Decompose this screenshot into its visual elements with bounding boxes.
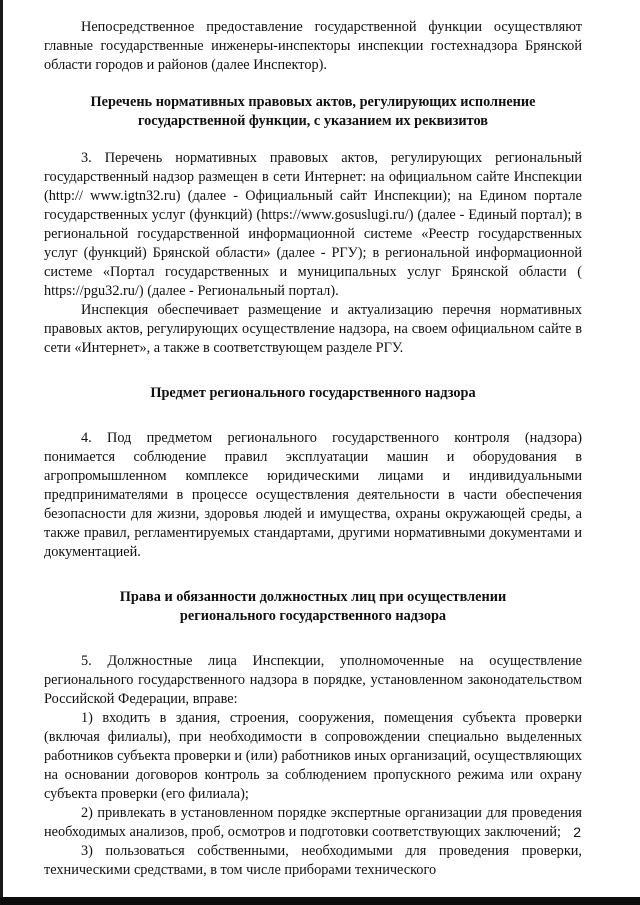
- paragraph-5-item-1: 1) входить в здания, строения, сооружения, помещения субъекта проверки (включая филиалы), при необходимости в сопровождении специально выделенных работников субъекта проверки и (или) работников иных организаций, осуществляющих на основании договоров контроль за соблюдением пропускного режима или охрану субъекта проверки (его филиала);: [44, 710, 582, 802]
- page-number: 2: [573, 824, 581, 840]
- page-left-edge: [0, 0, 3, 905]
- intro-paragraph: Непосредственное предоставление государственной функции осуществляют главные государственные инженеры-инспекторы инспекции гостехнадзора Брянской области городов и районов (далее Инспектор).: [44, 19, 582, 73]
- section-heading-rights: Права и обязанности должностных лиц при осуществлении регионального государственного надзора: [119, 589, 507, 624]
- paragraph-5-item-3: 3) пользоваться собственными, необходимыми для проведения проверки, техническими средствами, в том числе приборами технического: [44, 843, 582, 878]
- paragraph-5-item-2: 2) привлекать в установленном порядке экспертные организации для проведения необходимых анализов, проб, осмотров и подготовки соответствующих заключений;: [44, 805, 582, 840]
- paragraph-3: 3. Перечень нормативных правовых актов, регулирующих региональный государственный надзор размещен в сети Интернет: на официальном сайте Инспекции (http:// www.igtn32.ru) (далее - Официальный сайт Инспекции); на Едином портале государственных услуг (функций) (https://www.gosuslugi.ru/) (далее - Единый портал); в региональной государственной информационной системе «Реестр государственных услуг (функций) Брянской области» (далее - РГУ); в региональной информационной системе «Портал государственных и муниципальных услуг Брянской области ( https://pgu32.ru/) (далее - Региональный портал).: [44, 150, 582, 299]
- document-body: [44, 18, 582, 880]
- section-heading-subject: Предмет регионального государственного надзора: [150, 385, 476, 401]
- paragraph-5: 5. Должностные лица Инспекции, уполномоченные на осуществление регионального государственного надзора в порядке, установленном законодательством Российской Федерации, вправе:: [44, 653, 582, 707]
- page-bottom-edge: [0, 897, 640, 905]
- section-heading-legal-acts: Перечень нормативных правовых актов, регулирующих исполнение государственной функции, с указанием их реквизитов: [90, 94, 536, 129]
- paragraph-3-cont: Инспекция обеспечивает размещение и актуализацию перечня нормативных правовых актов, регулирующих осуществление надзора, на своем официальном сайте в сети «Интернет», а также в соответствующем разделе РГУ.: [44, 302, 582, 356]
- paragraph-4: 4. Под предметом регионального государственного контроля (надзора) понимается соблюдение правил эксплуатации машин и оборудования в агропромышленном комплексе юридическими лицами и индивидуальными предпринимателями в процессе осуществления деятельности в части обеспечения безопасности для жизни, здоровья людей и имущества, охраны окружающей среды, а также правил, регламентируемых стандартами, другими нормативными документами и документацией.: [44, 430, 582, 560]
